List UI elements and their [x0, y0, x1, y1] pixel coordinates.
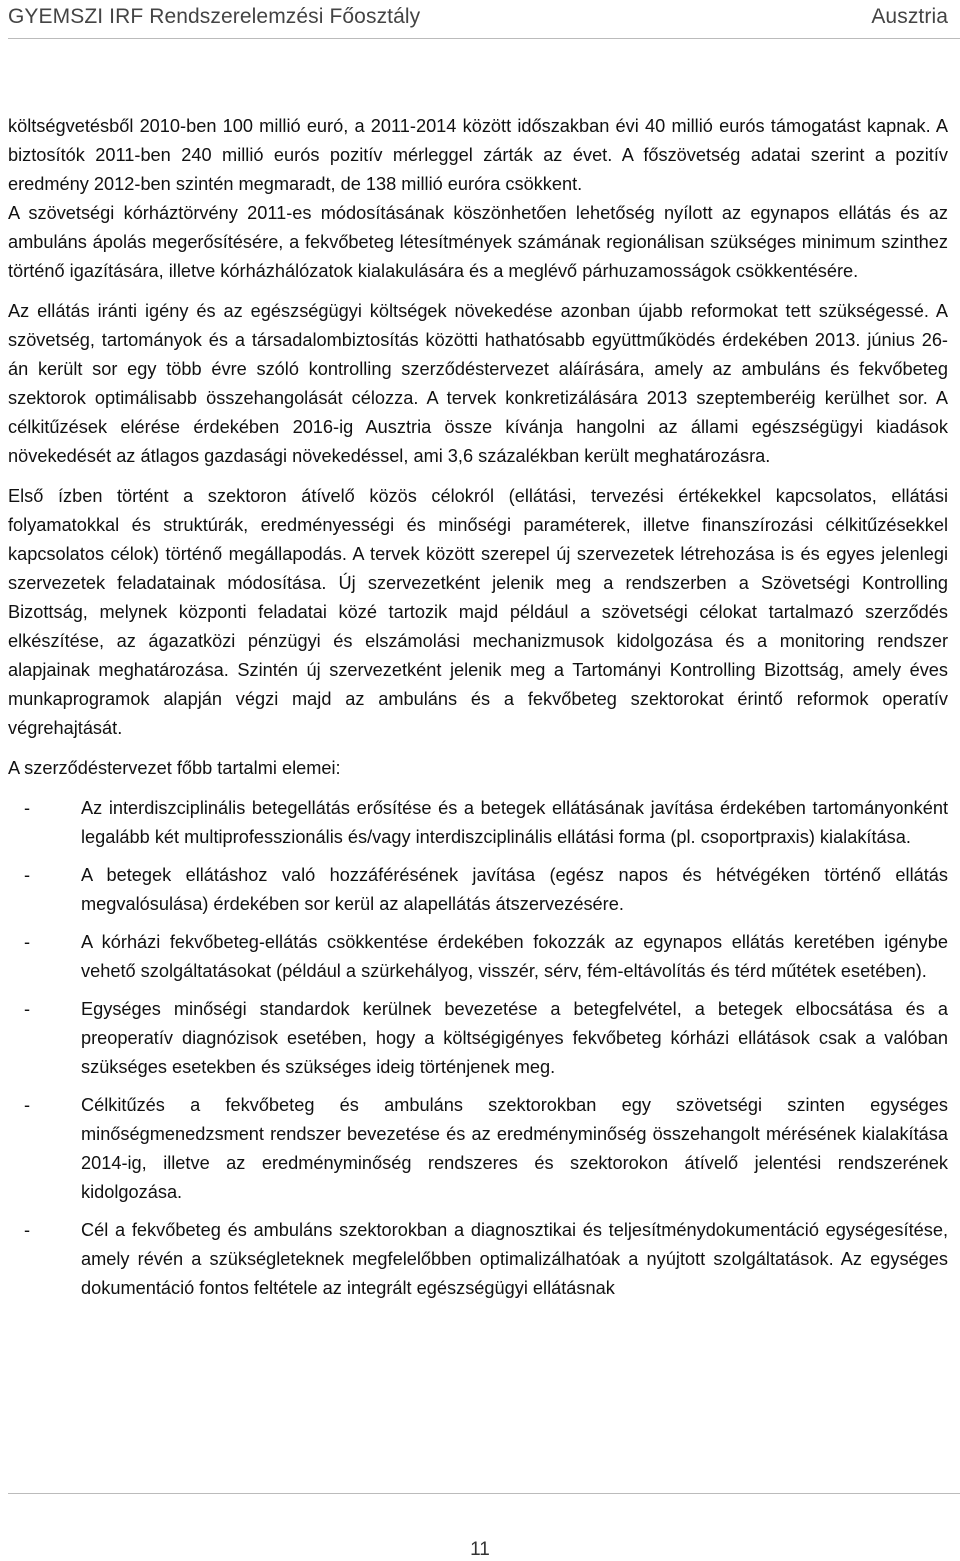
dash-bullet: - — [24, 798, 31, 818]
dash-bullet: - — [24, 1095, 31, 1115]
list-item-text: Egységes minőségi standardok kerülnek bevezetése a betegfelvétel, a betegek elbocsátása és a preoperatív diagnózisok esetében, hogy a költségigényes fekvőbeteg kórházi ellátások csak a valóban szükséges esetekben és szükséges ideig történjenek meg. — [81, 999, 948, 1077]
header-divider — [8, 38, 960, 39]
list-item — [8, 1091, 948, 1207]
paragraph-list-intro: A szerződéstervezet főbb tartalmi elemei: — [8, 758, 341, 778]
paragraph-common-goals: Első ízben történt a szektoron átívelő közös célokról (ellátási, tervezési értékekkel kapcsolatos, ellátási folyamatokkal és struktúrák, eredményességi és minőségi paraméterek, illetve finanszírozási célkitűzésekkel kapcsolatos célok) történő megállapodás. A tervek között szerepel új szervezetek létrehozása is és egyes jelenlegi szervezetek feladatainak módosítása. Új szervezetként jelenik meg a rendszerben a Szövetségi Kontrolling Bizottság, melynek központi feladatai közé tartozik majd például a szövetségi célokat tartalmazó szerződés elkészítése, az ágazatközi pénzügyi és elszámolási mechanizmusok kidolgozása és a monitoring rendszer alapjainak meghatározása. Szintén új szervezetként jelenik meg a Tartományi Kontrolling Bizottság, amely éves munkaprogramok alapján végzi majd az ambuláns és a fekvőbeteg szektorokat érintő reformok operatív végrehajtását. — [8, 486, 948, 738]
document-body — [8, 112, 948, 1312]
list-item-text: A kórházi fekvőbeteg-ellátás csökkentése érdekében fokozzák az egynapos ellátás keretében igénybe vehető szolgáltatásokat (például a szürkehályog, visszér, sérv, fém-eltávolítás és térd műtétek esetében). — [81, 932, 948, 981]
list-item-text: Az interdiszciplinális betegellátás erősítése és a betegek ellátásának javítása érdekében tartományonként legalább két multiprofesszionális és/vagy interdiszciplinális ellátási forma (pl. csoportpraxis) kialakítása. — [81, 798, 948, 847]
contract-elements-list — [8, 794, 948, 1303]
list-item-text: Célkitűzés a fekvőbeteg és ambuláns szektorokban egy szövetségi szinten egységes minőségmenedzsment rendszer bevezetése és az eredményminőség összehangolt mérésének kialakítása 2014-ig, illetve az eredményminőség rendszeres és szektorokon átívelő jelentési rendszerének kidolgozása. — [81, 1095, 948, 1202]
paragraph-budget: költségvetésből 2010-ben 100 millió euró, a 2011-2014 között időszakban évi 40 millió eurós támogatást kapnak. A biztosítók 2011-ben 240 millió eurós pozitív mérleggel zárták az évet. A főszövetség adatai szerint a pozitív eredmény 2012-ben szintén megmaradt, de 138 millió euróra csökkent. — [8, 116, 948, 194]
list-item — [8, 1216, 948, 1303]
dash-bullet: - — [24, 999, 31, 1019]
list-item — [8, 995, 948, 1082]
header-country: Ausztria — [871, 5, 948, 28]
header-title: GYEMSZI IRF Rendszerelemzési Főosztály — [8, 5, 421, 28]
list-item — [8, 794, 948, 852]
list-item — [8, 928, 948, 986]
page-header — [8, 0, 948, 34]
dash-bullet: - — [24, 865, 31, 885]
paragraph-hospital-law: A szövetségi kórháztörvény 2011-es módosításának köszönhetően lehetőség nyílott az egynapos ellátás és az ambuláns ápolás megerősítésére, a fekvőbeteg létesítmények számának regionálisan szükséges minimum szinthez történő igazítására, illetve kórházhálózatok kialakulására és a meglévő párhuzamosságok csökkentésére. — [8, 203, 948, 281]
list-item — [8, 861, 948, 919]
dash-bullet: - — [24, 1220, 31, 1240]
list-item-text: Cél a fekvőbeteg és ambuláns szektorokban a diagnosztikai és teljesítménydokumentáció egységesítése, amely révén a szükségleteknek megfelelőbben optimalizálhatóak a nyújtott szolgáltatások. Az egységes dokumentáció fontos feltétele az integrált egészségügyi ellátásnak — [81, 1220, 948, 1298]
dash-bullet: - — [24, 932, 31, 952]
page-number: 11 — [470, 1539, 490, 1560]
paragraph-reforms: Az ellátás iránti igény és az egészségügyi költségek növekedése azonban újabb reformokat tett szükségessé. A szövetség, tartományok és a társadalombiztosítás közötti hathatósabb együttműködés érdekében 2013. június 26-án került sor egy több évre szóló kontrolling szerződéstervezet aláírására, amely az ambuláns és fekvőbeteg szektorok optimálisabb összehangolását célozza. A tervek konkretizálására 2013 szeptemberéig kerülhet sor. A célkitűzések elérése érdekében 2016-ig Ausztria össze kívánja hangolni az állami egészségügyi kiadások növekedését az átlagos gazdasági növekedéssel, ami 3,6 százalékban került meghatározásra. — [8, 301, 948, 466]
list-item-text: A betegek ellátáshoz való hozzáférésének javítása (egész napos és hétvégéken történő ellátás megvalósulása) érdekében sor kerül az alapellátás átszervezésére. — [81, 865, 948, 914]
footer-divider — [8, 1493, 960, 1494]
